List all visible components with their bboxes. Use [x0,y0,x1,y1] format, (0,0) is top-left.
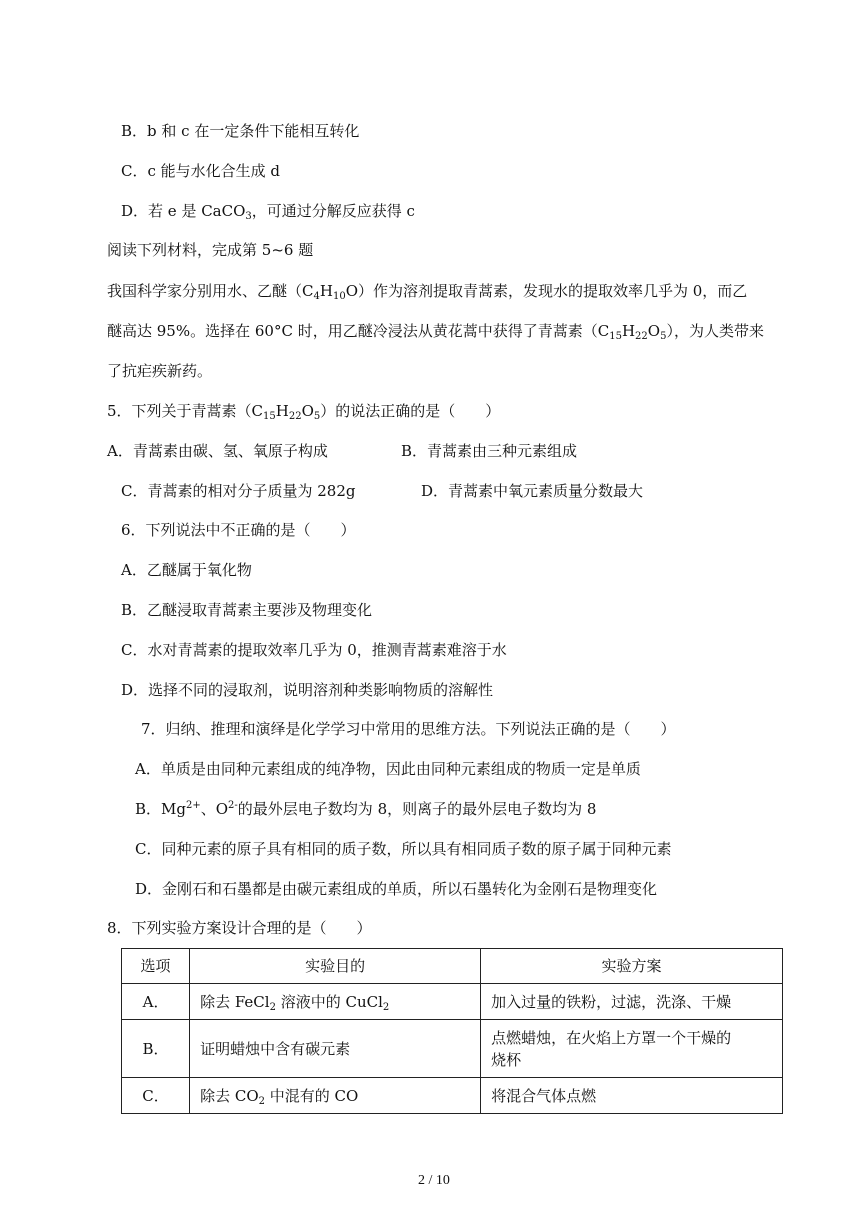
table-row [122,984,783,1020]
reading-paragraph-line-1: 我国科学家分别用水、乙醚$(C_4H_{10}O)$作为溶剂提取青蒿素，发现水的提取效率几乎为 0，而乙 [107,282,748,302]
table-row [122,1020,783,1078]
header-plan: 实验方案 [481,949,783,984]
row-purpose: 除去 $CO_2$ 中混有的 CO [190,1078,481,1114]
reading-intro: 阅读下列材料，完成第 5~6 题 [107,241,314,259]
row-plan: 将混合气体点燃 [481,1078,783,1114]
row-option: C． [122,1078,190,1114]
row-option: B． [122,1020,190,1078]
q6-stem: 6．下列说法中不正确的是（ ） [121,521,356,539]
q5-option-d: D．青蒿素中氧元素质量分数最大 [421,482,644,500]
table-header-row [122,949,783,984]
row-option: A． [122,984,190,1020]
q7-option-a: A．单质是由同种元素组成的纯净物，因此由同种元素组成的物质一定是单质 [135,760,641,778]
row-plan: 加入过量的铁粉，过滤，洗涤、干燥 [481,984,783,1020]
row-purpose: 除去 FeCl$_2$ 溶液中的 CuCl$_2$ [190,984,481,1020]
row-purpose: 证明蜡烛中含有碳元素 [190,1020,481,1078]
q4-option-c: C．c 能与水化合生成 d [121,162,281,180]
q4-option-d: D．若 e 是 CaCO$_3$，可通过分解反应获得 c [121,202,415,222]
q7-stem: 7．归纳、推理和演绎是化学学习中常用的思维方法。下列说法正确的是（ ） [141,720,676,738]
q6-option-a: A．乙醚属于氧化物 [121,561,252,579]
reading-paragraph-line-2: 醚高达 95%。选择在 60°C 时，用乙醚冷浸法从黄花蒿中获得了青蒿素$(C_{15}H_{22}O_5)$，为人类带来 [107,322,764,342]
q7-option-b: B．$Mg^{2+}$、$O^{2-}$的最外层电子数均为 8，则离子的最外层电子数均为 8 [135,800,597,818]
q7-option-d: D．金刚石和石墨都是由碳元素组成的单质，所以石墨转化为金刚石是物理变化 [135,880,658,898]
q8-stem: 8．下列实验方案设计合理的是（ ） [107,919,372,937]
row-plan: 点燃蜡烛，在火焰上方罩一个干燥的 烧杯 [481,1020,783,1078]
header-option: 选项 [122,949,190,984]
q5-option-b: B．青蒿素由三种元素组成 [401,442,578,460]
experiment-table [121,948,783,1114]
q5-option-c: C．青蒿素的相对分子质量为 282g [121,482,356,500]
q5-option-a: A．青蒿素由碳、氢、氧原子构成 [107,442,328,460]
q4-option-b: B．b 和 c 在一定条件下能相互转化 [121,122,360,140]
q6-option-c: C．水对青蒿素的提取效率几乎为 0，推测青蒿素难溶于水 [121,641,507,659]
page-number: 2 / 10 [418,1173,450,1188]
reading-paragraph-line-3: 了抗疟疾新药。 [107,362,213,380]
header-purpose: 实验目的 [190,949,481,984]
q6-option-d: D．选择不同的浸取剂，说明溶剂种类影响物质的溶解性 [121,681,494,699]
q6-option-b: B．乙醚浸取青蒿素主要涉及物理变化 [121,601,373,619]
q7-option-c: C．同种元素的原子具有相同的质子数，所以具有相同质子数的原子属于同种元素 [135,840,672,858]
table-row [122,1078,783,1114]
q5-stem: 5．下列关于青蒿素$(C_{15}H_{22}O_5)$的说法正确的是（ ） [107,402,501,422]
